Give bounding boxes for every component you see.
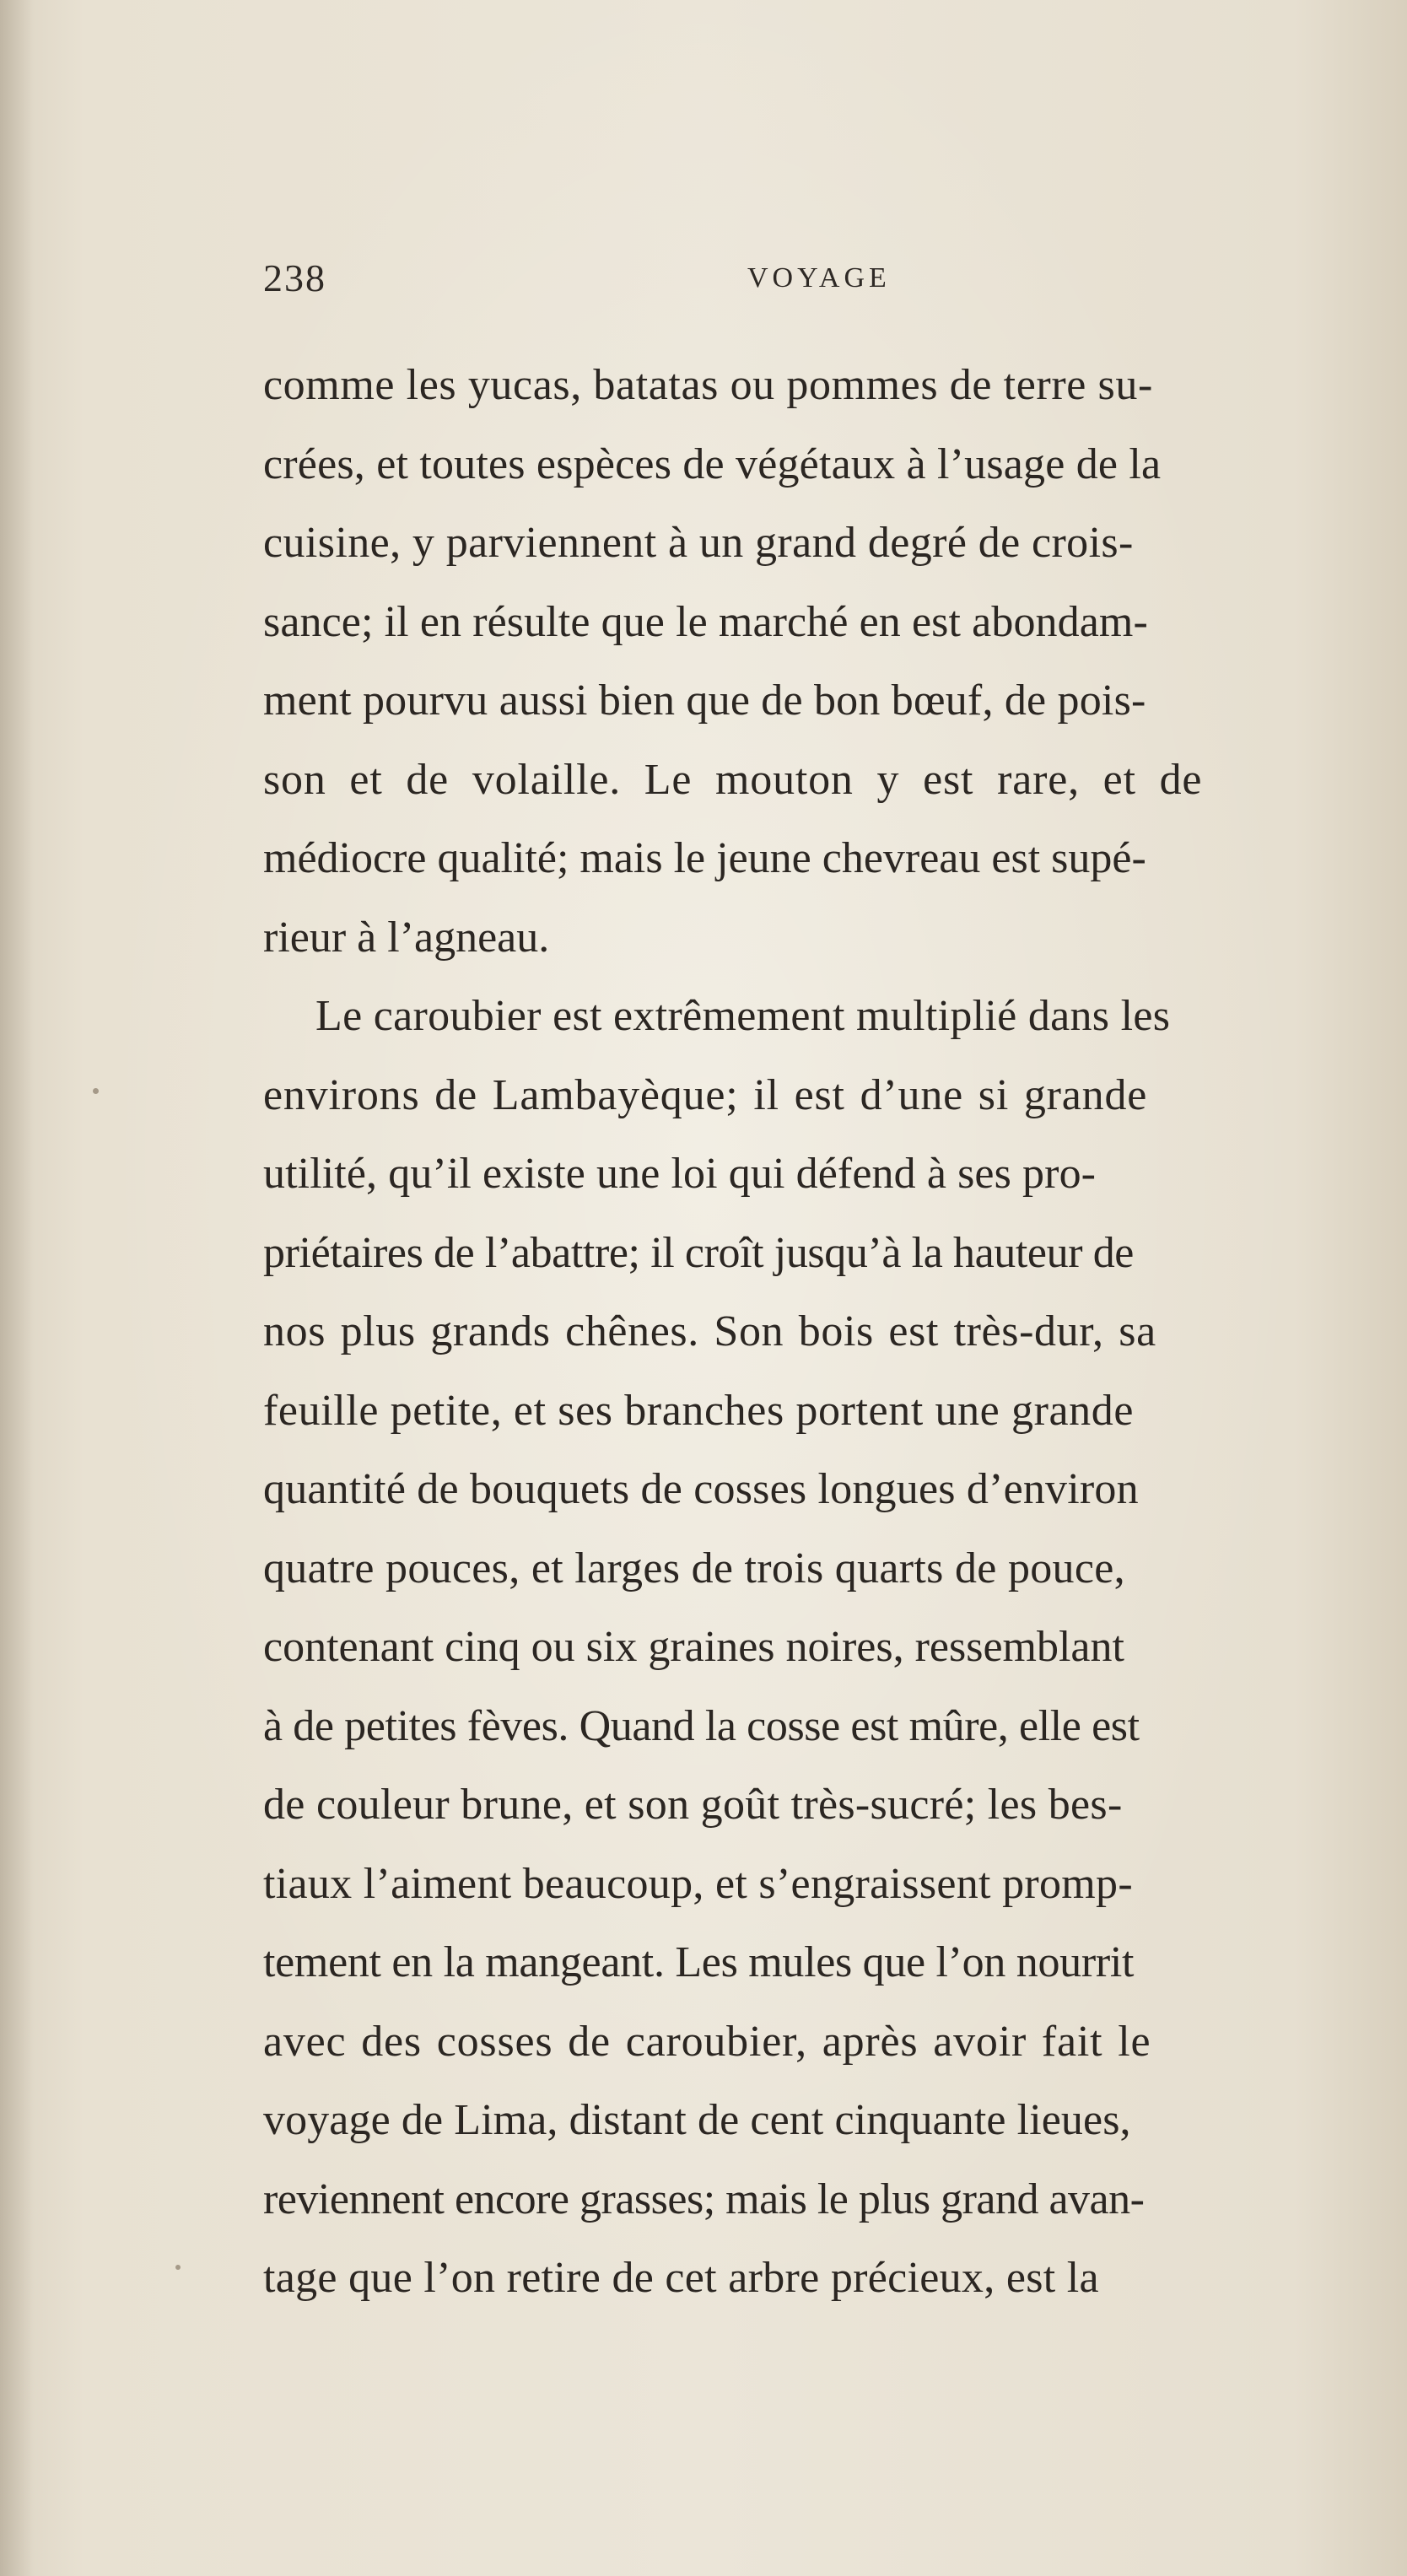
text-line: quantité de bouquets de cosses longues d’environ: [263, 1465, 1139, 1513]
text-line: crées, et toutes espèces de végétaux à l’usage de la: [263, 439, 1162, 488]
text-line: feuille petite, et ses branches portent une grande: [263, 1386, 1135, 1435]
text-line: tement en la mangeant. Les mules que l’on nourrit: [263, 1938, 1135, 1986]
text-line: reviennent encore grasses; mais le plus grand avan-: [263, 2175, 1145, 2223]
text-line: quatre pouces, et larges de trois quarts de pouce,: [263, 1544, 1125, 1592]
text-line: tage que l’on retire de cet arbre précieux, est la: [263, 2254, 1099, 2302]
page-gutter-shadow: [0, 0, 34, 2576]
text-line: avec des cosses de caroubier, après avoir fait le: [263, 2017, 1151, 2066]
paper-spot: [175, 2265, 181, 2270]
text-line: voyage de Lima, distant de cent cinquante lieues,: [263, 2096, 1131, 2144]
page-header: [263, 253, 1407, 304]
text-line: tiaux l’aiment beaucoup, et s’engraissent promp-: [263, 1859, 1133, 1908]
text-line: sance; il en résulte que le marché en est abondam-: [263, 597, 1148, 646]
text-line: environs de Lambayèque; il est d’une si grande: [263, 1070, 1148, 1119]
text-line: cuisine, y parviennent à un grand degré de crois-: [263, 519, 1134, 567]
paper-spot: [93, 1088, 99, 1094]
text-line: ment pourvu aussi bien que de bon bœuf, de pois-: [263, 676, 1146, 725]
body-text: [263, 346, 1407, 2318]
text-line: de couleur brune, et son goût très-sucré; les bes-: [263, 1781, 1123, 1829]
text-line: médiocre qualité; mais le jeune chevreau est supé-: [263, 834, 1146, 882]
text-line: nos plus grands chênes. Son bois est très-dur, sa: [263, 1307, 1156, 1355]
running-title: VOYAGE: [747, 262, 891, 294]
text-line: rieur à l’agneau.: [263, 913, 550, 962]
page-number: 238: [263, 256, 326, 299]
text-line: comme les yucas, batatas ou pommes de terre su-: [263, 361, 1153, 409]
text-line: à de petites fèves. Quand la cosse est mûre, elle est: [263, 1701, 1140, 1750]
text-line: priétaires de l’abattre; il croît jusqu’à la hauteur de: [263, 1228, 1134, 1277]
text-line: utilité, qu’il existe une loi qui défend à ses pro-: [263, 1150, 1097, 1198]
text-line: contenant cinq ou six graines noires, ressemblant: [263, 1623, 1124, 1671]
paragraph-start-line: Le caroubier est extrêmement multiplié dans les: [315, 992, 1171, 1040]
text-line: son et de volaille. Le mouton y est rare, et de: [263, 755, 1203, 804]
